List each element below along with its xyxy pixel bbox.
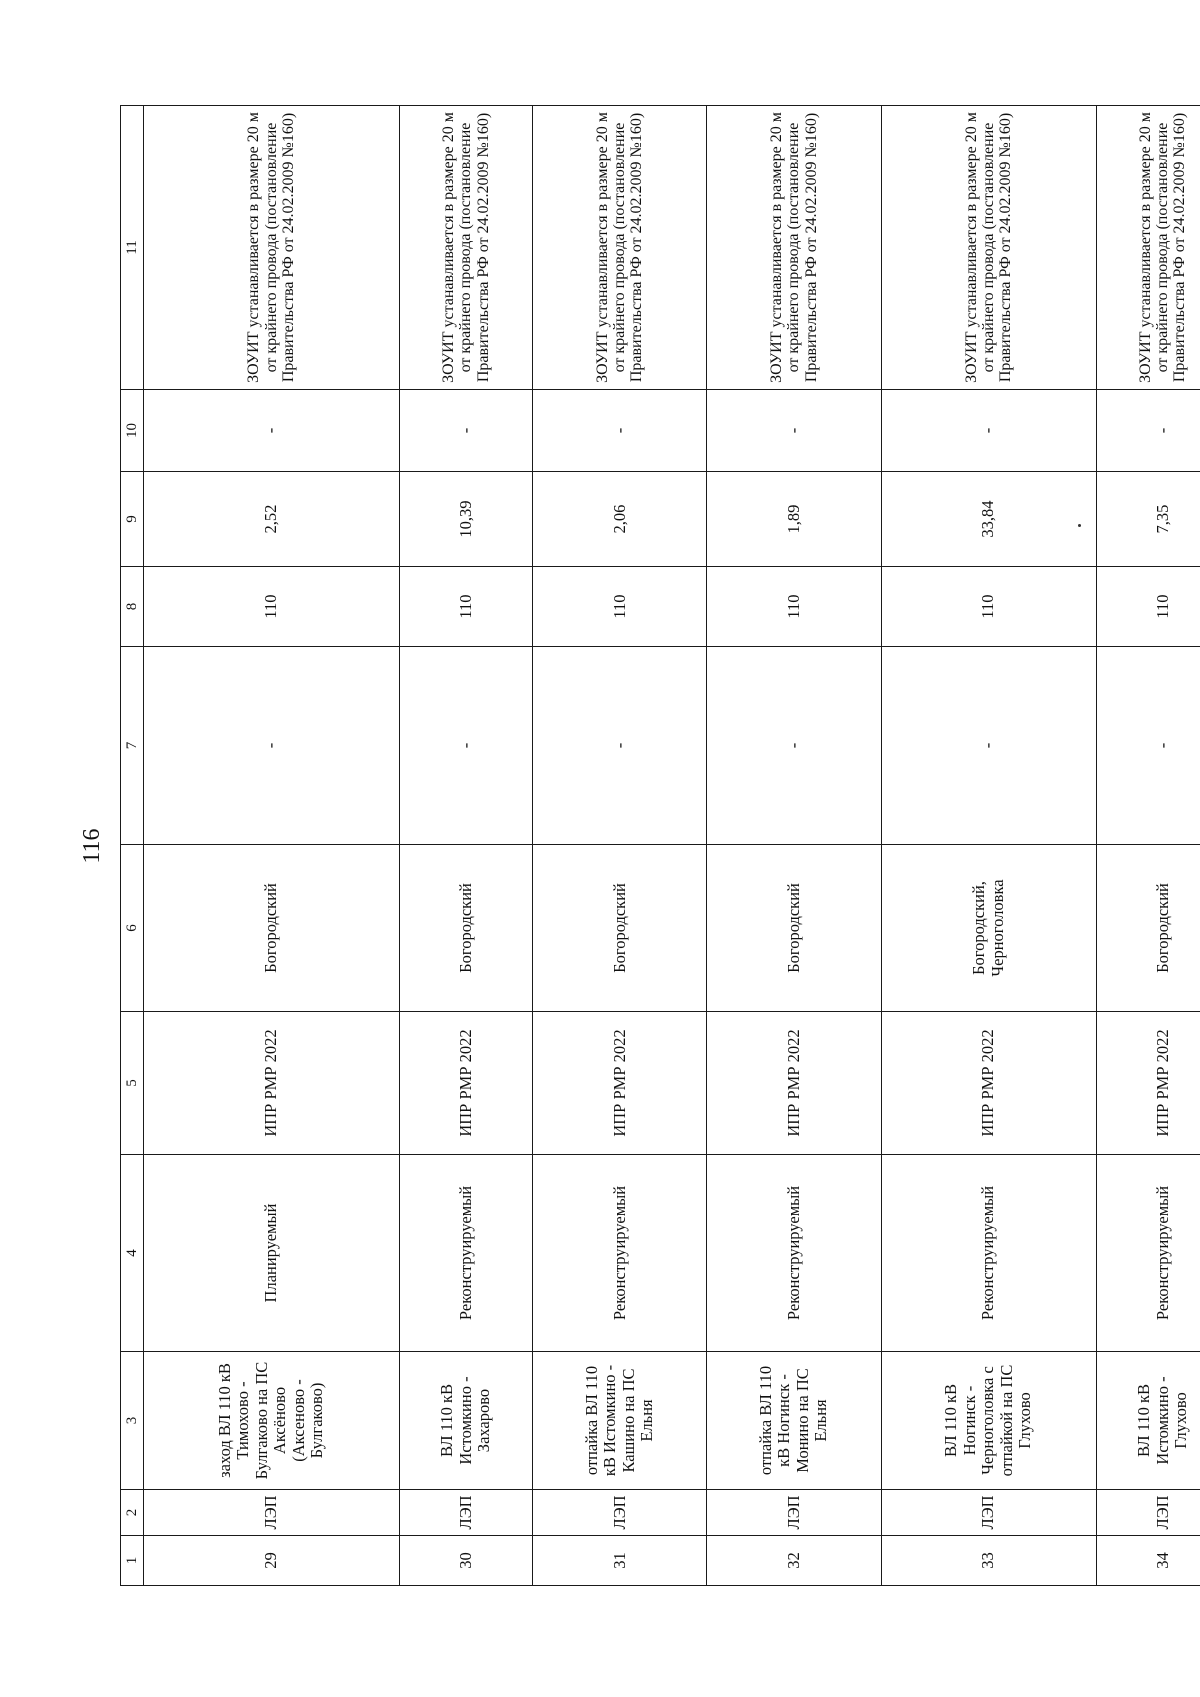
column-7-value: - [707,647,881,845]
district: Богородский [533,845,707,1012]
object-type: ЛЭП [881,1490,1096,1536]
length: 10,39 [399,472,532,567]
voltage: 110 [144,567,400,647]
object-status: Реконструируемый [533,1155,707,1352]
rotated-table-wrapper [120,106,1200,1586]
table-row [707,106,881,1586]
object-status: Реконструируемый [881,1155,1096,1352]
object-name: ВЛ 110 кВ Истомкино - Глухово [1096,1352,1200,1490]
object-type: ЛЭП [533,1490,707,1536]
object-status: Реконструируемый [399,1155,532,1352]
district: Богородский, Черноголовка [881,845,1096,1012]
column-7-value: - [1096,647,1200,845]
column-10-value: - [707,390,881,472]
row-number: 31 [533,1536,707,1586]
object-name: заход ВЛ 110 кВ Тимохово - Булгаково на ПС Аксёново (Аксеново - Булгаково) [144,1352,400,1490]
row-number: 30 [399,1536,532,1586]
table-row [533,106,707,1586]
column-7-value: - [399,647,532,845]
column-number: 9 [121,472,144,567]
length: 1,89 [707,472,881,567]
voltage: 110 [533,567,707,647]
object-status: Реконструируемый [707,1155,881,1352]
object-type: ЛЭП [1096,1490,1200,1536]
column-10-value: - [144,390,400,472]
source-document: ИПР РМР 2022 [881,1012,1096,1155]
object-status: Планируемый [144,1155,400,1352]
object-type: ЛЭП [707,1490,881,1536]
row-number: 33 [881,1536,1096,1586]
row-number: 29 [144,1536,400,1586]
object-name: отпайка ВЛ 110 кВ Ногинск - Монино на ПС Ельня [707,1352,881,1490]
voltage: 110 [1096,567,1200,647]
source-document: ИПР РМР 2022 [144,1012,400,1155]
column-number-row [121,106,144,1586]
length: 7,35 [1096,472,1200,567]
length: 2,06 [533,472,707,567]
source-document: ИПР РМР 2022 [1096,1012,1200,1155]
column-10-value: - [533,390,707,472]
voltage: 110 [399,567,532,647]
column-10-value: - [399,390,532,472]
object-name: отпайка ВЛ 110 кВ Истомкино - Кашино на ПС Ельня [533,1352,707,1490]
row-number: 34 [1096,1536,1200,1586]
length: 2,52 [144,472,400,567]
object-type: ЛЭП [399,1490,532,1536]
zone-note: ЗОУИТ устанавливается в размере 20 м от крайнего провода (постановление Правительства РФ от 24.02.2009 №160) [144,106,400,390]
column-number: 2 [121,1490,144,1536]
district: Богородский [144,845,400,1012]
table-row [1096,106,1200,1586]
source-document: ИПР РМР 2022 [533,1012,707,1155]
infrastructure-table [120,105,1200,1586]
column-10-value: - [1096,390,1200,472]
column-7-value: - [144,647,400,845]
page-number: 116 [79,828,105,864]
column-number: 3 [121,1352,144,1490]
source-document: ИПР РМР 2022 [399,1012,532,1155]
source-document: ИПР РМР 2022 [707,1012,881,1155]
zone-note: ЗОУИТ устанавливается в размере 20 м от крайнего провода (постановление Правительства РФ от 24.02.2009 №160) [399,106,532,390]
object-status: Реконструируемый [1096,1155,1200,1352]
column-7-value: - [533,647,707,845]
district: Богородский [707,845,881,1012]
object-name: ВЛ 110 кВ Истомкино - Захарово [399,1352,532,1490]
column-10-value: - [881,390,1096,472]
column-number: 7 [121,647,144,845]
length: 33,84 [881,472,1096,567]
column-number: 8 [121,567,144,647]
column-number: 5 [121,1012,144,1155]
row-number: 32 [707,1536,881,1586]
column-number: 1 [121,1536,144,1586]
district: Богородский [1096,845,1200,1012]
column-7-value: - [881,647,1096,845]
object-name: ВЛ 110 кВ Ногинск - Черноголовка с отпайкой на ПС Глухово [881,1352,1096,1490]
zone-note: ЗОУИТ устанавливается в размере 20 м от крайнего провода (постановление Правительства РФ от 24.02.2009 №160) [707,106,881,390]
column-number: 10 [121,390,144,472]
zone-note: ЗОУИТ устанавливается в размере 20 м от крайнего провода (постановление Правительства РФ от 24.02.2009 №160) [1096,106,1200,390]
table-row [881,106,1096,1586]
voltage: 110 [881,567,1096,647]
zone-note: ЗОУИТ устанавливается в размере 20 м от крайнего провода (постановление Правительства РФ от 24.02.2009 №160) [533,106,707,390]
scan-speck [1078,524,1081,527]
column-number: 6 [121,845,144,1012]
zone-note: ЗОУИТ устанавливается в размере 20 м от крайнего провода (постановление Правительства РФ от 24.02.2009 №160) [881,106,1096,390]
voltage: 110 [707,567,881,647]
object-type: ЛЭП [144,1490,400,1536]
column-number: 4 [121,1155,144,1352]
table-row [144,106,400,1586]
column-number: 11 [121,106,144,390]
district: Богородский [399,845,532,1012]
table-row [399,106,532,1586]
